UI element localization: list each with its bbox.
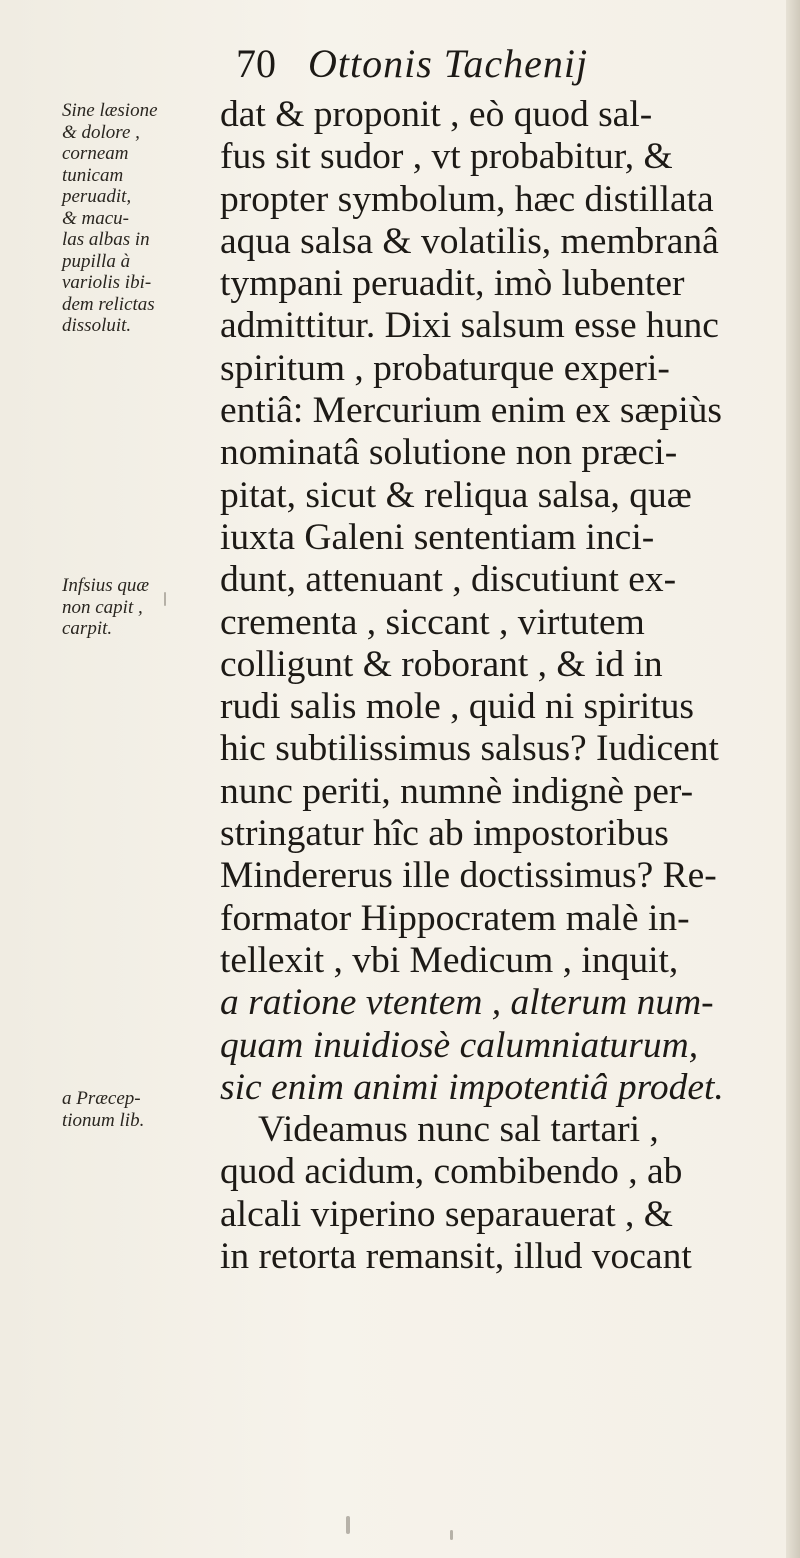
body-line: quod acidum, combibendo , ab <box>220 1151 683 1193</box>
margin-note-line: las albas in <box>62 229 150 250</box>
paper-speck <box>346 1516 350 1534</box>
margin-note-line: Sine læsione <box>62 100 158 121</box>
body-line: alcali viperino separauerat , & <box>220 1193 673 1235</box>
body-line: sic enim animi impotentiâ prodet. <box>220 1066 724 1108</box>
margin-note-line: corneam <box>62 143 129 164</box>
margin-note-line: tionum lib. <box>62 1109 145 1131</box>
margin-note-line: carpit. <box>62 618 113 639</box>
margin-note-line: peruadit, <box>62 186 132 207</box>
body-line: Mindererus ille doctissimus? Re- <box>220 855 717 897</box>
body-line: entiâ: Mercurium enim ex sæpiùs <box>220 390 722 432</box>
body-line: crementa , siccant , virtutem <box>220 601 645 643</box>
body-line: nunc periti, numnè indignè per- <box>220 770 694 812</box>
page-number: 70 <box>236 41 276 86</box>
margin-note-line: dem relictas <box>62 293 155 315</box>
body-line: rudi salis mole , quid ni spiritus <box>220 686 694 728</box>
body-line: quam inuidiosè calumniaturum, <box>220 1024 699 1066</box>
margin-note-line: dissoluit. <box>62 315 132 336</box>
body-line: tympani peruadit, imò lubenter <box>220 263 685 305</box>
body-line: iuxta Galeni sententiam inci- <box>220 516 655 558</box>
body-line: Videamus nunc sal tartari , <box>258 1109 659 1151</box>
body-line: admittitur. Dixi salsum esse hunc <box>220 305 719 347</box>
body-line: dunt, attenuant , discutiunt ex- <box>220 559 677 601</box>
body-text <box>220 94 790 1278</box>
running-title: Ottonis Tachenij <box>308 41 589 86</box>
body-line: hic subtilissimus salsus? Iudicent <box>220 728 719 770</box>
body-line: aqua salsa & volatilis, membranâ <box>220 220 719 262</box>
paper-speck <box>164 592 166 606</box>
body-line: nominatâ solutione non præci- <box>220 432 678 474</box>
body-line: stringatur hîc ab impostoribus <box>220 813 669 855</box>
margin-note-line: variolis ibi- <box>62 272 152 293</box>
body-line: formator Hippocratem malè in- <box>220 897 690 939</box>
body-line: fus sit sudor , vt probabitur, & <box>220 136 673 178</box>
body-line: pitat, sicut & reliqua salsa, quæ <box>220 474 692 516</box>
body-line: propter symbolum, hæc distillata <box>220 178 714 220</box>
margin-note-line: Infsius quæ <box>62 575 150 596</box>
body-line: dat & proponit , eò quod sal- <box>220 94 653 135</box>
body-line: spiritum , probaturque experi- <box>220 347 670 389</box>
running-header <box>236 36 716 96</box>
margin-note-line: & dolore , <box>62 121 140 143</box>
margin-note-1 <box>62 100 222 337</box>
margin-note-line: tunicam <box>62 164 124 186</box>
margin-note-line: non capit , <box>62 596 143 618</box>
margin-note-line: & macu- <box>62 207 130 229</box>
body-line: a ratione vtentem , alterum num- <box>220 982 714 1024</box>
body-line: tellexit , vbi Medicum , inquit, <box>220 939 679 981</box>
body-line: in retorta remansit, illud vocant <box>220 1236 692 1278</box>
margin-note-3 <box>62 1088 222 1131</box>
margin-note-line: pupilla à <box>62 250 131 272</box>
body-line: colligunt & roborant , & id in <box>220 643 663 685</box>
margin-note-2 <box>62 575 222 640</box>
paper-speck <box>450 1530 453 1540</box>
margin-note-line: a Præcep- <box>62 1088 141 1109</box>
